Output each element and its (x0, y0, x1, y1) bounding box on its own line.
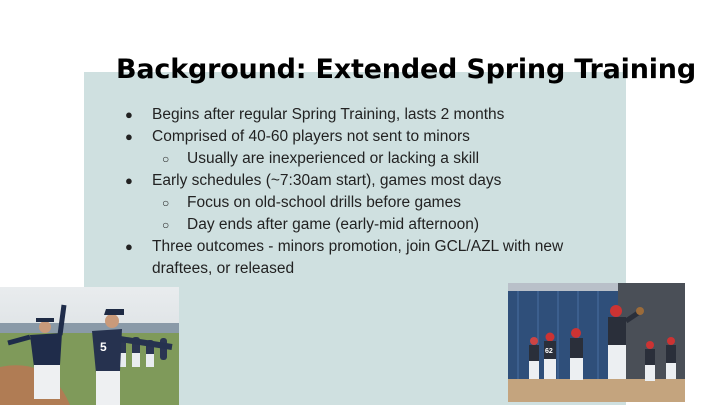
pitchers-drill-photo (508, 283, 685, 402)
bullet-list (125, 104, 585, 280)
bullet-circle-icon: ○ (162, 196, 170, 210)
bullet-text: Day ends after game (early-mid afternoon) (187, 216, 480, 233)
players-stretching-photo (0, 287, 179, 405)
bullet-text: Three outcomes - minors promotion, join GCL/AZL with new draftees, or released (152, 238, 564, 277)
bullet-item (125, 104, 585, 126)
bullet-text: Early schedules (~7:30am start), games most days (152, 172, 502, 189)
bullet-text: Begins after regular Spring Training, lasts 2 months (152, 106, 505, 123)
bullet-text: Usually are inexperienced or lacking a skill (187, 150, 480, 167)
bullet-dot-icon: ● (125, 173, 133, 188)
bullet-text: Comprised of 40-60 players not sent to minors (152, 128, 470, 145)
bullet-item (125, 170, 585, 192)
bullet-dot-icon: ● (125, 107, 133, 122)
bullet-dot-icon: ● (125, 129, 133, 144)
sub-bullet-item (125, 214, 585, 236)
bullet-circle-icon: ○ (162, 218, 170, 232)
sub-bullet-item (125, 192, 585, 214)
svg-text:5: 5 (100, 340, 107, 354)
bullet-text: Focus on old-school drills before games (187, 194, 461, 211)
svg-text:62: 62 (545, 348, 553, 355)
bullet-item (125, 126, 585, 148)
bullet-circle-icon: ○ (162, 152, 170, 166)
bullet-dot-icon: ● (125, 239, 133, 254)
bullet-item (125, 236, 585, 280)
sub-bullet-item (125, 148, 585, 170)
slide-title: Background: Extended Spring Training (116, 54, 696, 85)
